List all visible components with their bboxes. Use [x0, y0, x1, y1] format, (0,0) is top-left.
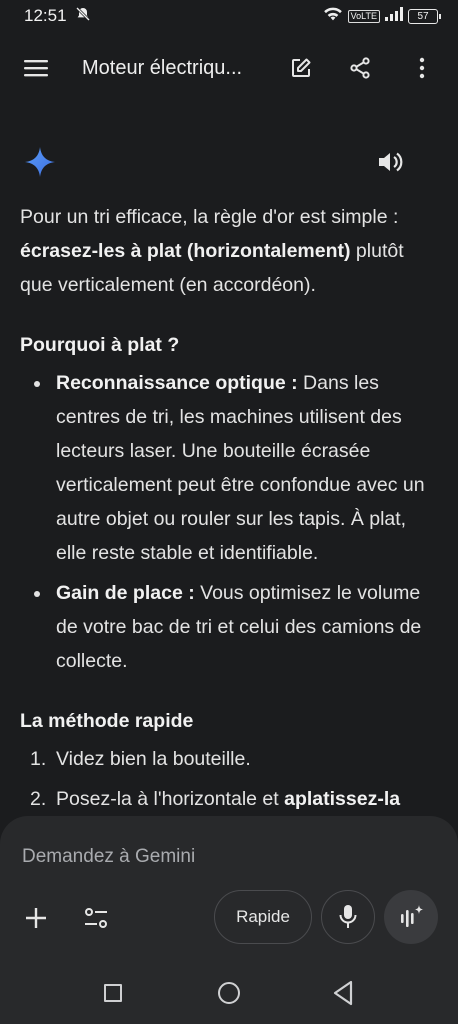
- share-button[interactable]: [338, 46, 382, 90]
- plus-icon: [24, 906, 48, 930]
- home-button[interactable]: [218, 982, 240, 1004]
- app-bar: [0, 40, 458, 96]
- battery-icon: [408, 9, 438, 24]
- mute-icon: [75, 6, 91, 27]
- menu-button[interactable]: [14, 46, 58, 90]
- intro-text: Pour un tri efficace, la règle d'or est simple :: [20, 206, 399, 228]
- back-triangle-icon: [332, 980, 354, 1006]
- list-item: [20, 576, 438, 678]
- wifi-icon: [323, 6, 343, 27]
- status-bar: [0, 0, 458, 32]
- step-text: Videz bien la bouteille.: [56, 748, 251, 770]
- share-icon: [348, 56, 372, 80]
- steps-list: [20, 742, 438, 816]
- gemini-live-button[interactable]: [384, 890, 438, 944]
- bullet-bold: Gain de place :: [56, 582, 195, 604]
- back-button[interactable]: [332, 980, 354, 1011]
- section-title: La méthode rapide: [20, 710, 194, 732]
- response-content: [20, 200, 438, 822]
- list-item: [20, 782, 438, 816]
- live-waveform-icon: [397, 903, 425, 931]
- bullet-text: Vous optimisez le volume de votre bac de tri et celui des camions de collecte.: [56, 582, 422, 672]
- intro-paragraph: [20, 200, 438, 302]
- signal-icon: [385, 6, 403, 26]
- bullet-text: Dans les centres de tri, les machines utilisent des lecteurs laser. Une bouteille écrasée verticalement peut être confondue avec un autre objet ou rouler sur les tapis. À plat, elle reste stable et identifiable.: [56, 372, 425, 564]
- step-number: 2.: [30, 788, 47, 810]
- microphone-button[interactable]: [321, 890, 375, 944]
- tune-icon: [83, 906, 109, 930]
- bullet-bold: Reconnaissance optique :: [56, 372, 298, 394]
- microphone-icon: [338, 904, 358, 930]
- new-chat-button[interactable]: [279, 46, 323, 90]
- tools-button[interactable]: [74, 896, 118, 940]
- step-number: 1.: [30, 748, 47, 770]
- volte-badge: VoLTE: [348, 10, 380, 23]
- intro-suffix: plutôt que verticalement (en accordéon).: [20, 240, 404, 296]
- battery-level: 57: [417, 10, 429, 22]
- intro-bold: écrasez-les à plat (horizontalement): [20, 240, 351, 262]
- recents-button[interactable]: [104, 984, 122, 1002]
- list-item: [20, 742, 438, 776]
- conversation-title[interactable]: Moteur électriqu...: [82, 56, 243, 79]
- response-header: [0, 140, 458, 184]
- step-bold: aplatissez-la: [284, 788, 401, 810]
- read-aloud-button[interactable]: [368, 140, 412, 184]
- more-options-button[interactable]: [400, 46, 444, 90]
- system-navigation-bar: [0, 964, 458, 1024]
- edit-icon: [289, 56, 313, 80]
- status-time: 12:51: [24, 6, 67, 25]
- section-title: Pourquoi à plat ?: [20, 334, 180, 356]
- more-vert-icon: [419, 57, 425, 79]
- add-attachment-button[interactable]: [14, 896, 58, 940]
- prompt-input[interactable]: [22, 840, 432, 874]
- gemini-sparkle-icon: [24, 146, 56, 183]
- hamburger-icon: [24, 58, 48, 78]
- step-text: Posez-la à l'horizontale et: [56, 788, 285, 810]
- speaker-icon: [377, 150, 403, 174]
- bullet-list: [20, 366, 438, 678]
- list-item: [20, 366, 438, 570]
- mode-selector-button[interactable]: Rapide: [214, 890, 312, 944]
